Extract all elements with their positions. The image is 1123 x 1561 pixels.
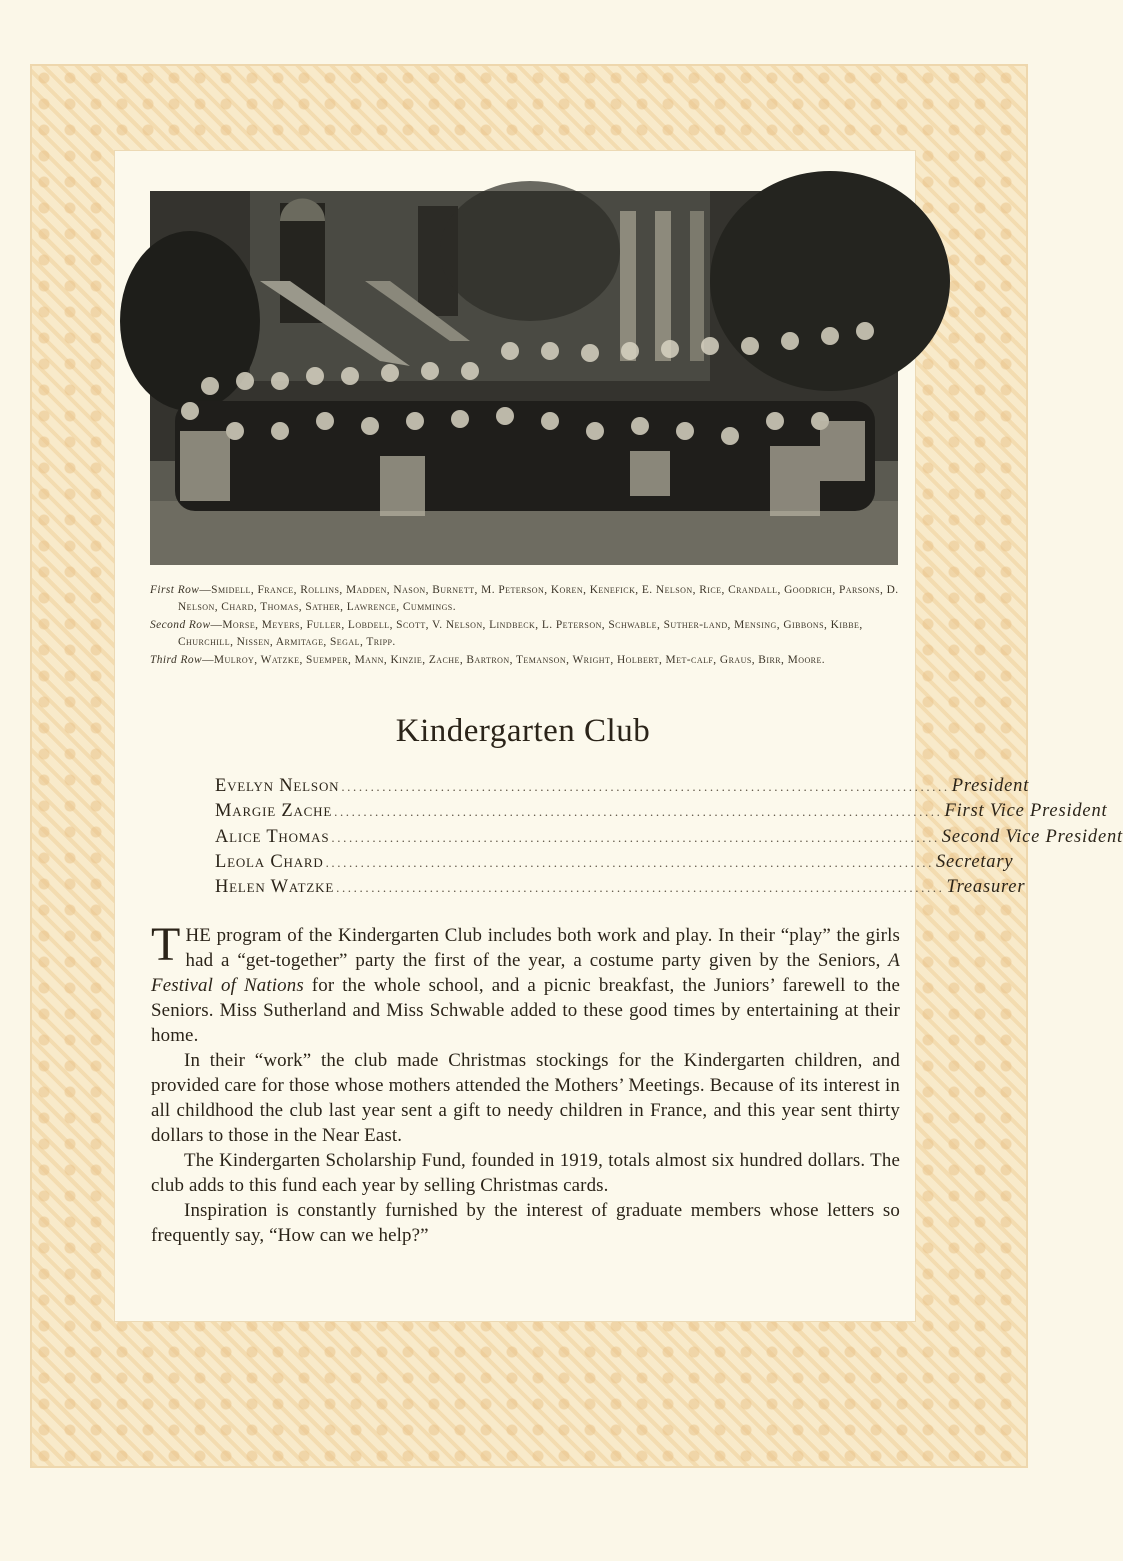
caption-row-names: Smidell, France, Rollins, Madden, Nason, Burnett, M. Peterson, Koren, Kenefick, E. Nelson, Rice, Crandall, Goodrich, Parsons, D. Nelson, Chard, Thomas, Sather, Lawrence, Cummings. <box>178 584 899 614</box>
paragraph-3: The Kindergarten Scholarship Fund, founded in 1919, totals almost six hundred dollars. The club adds to this fund each year by selling Christmas cards. <box>151 1150 900 1196</box>
officer-row <box>215 826 1123 852</box>
paragraph-1 <box>151 918 901 1048</box>
leader-dots: ........................................................................................................ <box>331 829 940 845</box>
paragraph-2: In their “work” the club made Christmas stockings for the Kindergarten children, and provided care for those whose mothers attended the Mothers’ Meetings. Because of its interest in all childhood the club last year sent a gift to needy children in France, and this year sent thirty dollars to those in the Near East. <box>151 1050 900 1146</box>
page-title: Kindergarten Club <box>395 713 651 749</box>
officer-name: Evelyn Nelson <box>215 776 340 796</box>
caption-row-names: Mulroy, Watzke, Suemper, Mann, Kinzie, Zache, Bartron, Temanson, Wright, Holbert, Met-calf, Graus, Birr, Moore. <box>213 653 826 666</box>
drop-cap: T <box>151 918 181 971</box>
officer-role: Secretary <box>935 851 1014 872</box>
caption-dash: — <box>210 618 223 631</box>
officer-role: President <box>951 776 1030 796</box>
officer-name: Margie Zache <box>215 801 333 822</box>
caption-row-label: Second Row <box>150 618 211 631</box>
officer-row <box>215 851 1014 877</box>
officer-row <box>215 877 1026 902</box>
leader-dots: ........................................................................................................ <box>341 779 950 794</box>
caption-dash: — <box>202 653 214 666</box>
caption-third-row <box>150 652 910 669</box>
photo-caption <box>150 582 910 669</box>
leader-dots: ........................................................................................................ <box>325 854 934 870</box>
officers-list <box>215 776 1123 902</box>
caption-row-label: Third Row <box>150 653 203 666</box>
caption-dash: — <box>199 584 212 596</box>
event-title: A Festival of Nations <box>151 950 900 996</box>
group-photo-image <box>150 191 898 565</box>
paragraph-text: for the whole school, and a picnic breakfast, the Juniors’ farewell to the Seniors. Miss Sutherland and Miss Schwable added to these good times by entertaining at their home. <box>151 975 901 1046</box>
officer-name: Helen Watzke <box>215 877 335 898</box>
caption-first-row <box>150 582 910 617</box>
officer-role: Treasurer <box>946 877 1026 898</box>
officer-name: Alice Thomas <box>215 826 330 847</box>
group-photo <box>150 191 898 565</box>
officer-row <box>215 776 1030 801</box>
paragraph-text: HE program of the Kindergarten Club includes both work and play. In their “play” the girls had a “get-together” party the first of the year, a costume party given by the Seniors, <box>185 925 900 971</box>
officer-role: Second Vice President <box>941 826 1123 847</box>
article-body <box>151 918 901 1248</box>
caption-row-names: Morse, Meyers, Fuller, Lobdell, Scott, V. Nelson, Lindbeck, L. Peterson, Schwable, Suther-land, Mensing, Gibbons, Kibbe, Churchill, Nissen, Armitage, Segal, Tripp. <box>178 618 863 649</box>
caption-second-row <box>150 617 910 652</box>
officer-row <box>215 801 1108 826</box>
paragraph-4: Inspiration is constantly furnished by the interest of graduate members whose letters so frequently say, “How can we help?” <box>151 1200 900 1246</box>
caption-row-label: First Row <box>150 584 200 596</box>
officer-name: Leola Chard <box>215 851 324 872</box>
leader-dots: ........................................................................................................ <box>336 880 945 896</box>
leader-dots: ........................................................................................................ <box>334 804 943 820</box>
officer-role: First Vice President <box>944 801 1108 822</box>
